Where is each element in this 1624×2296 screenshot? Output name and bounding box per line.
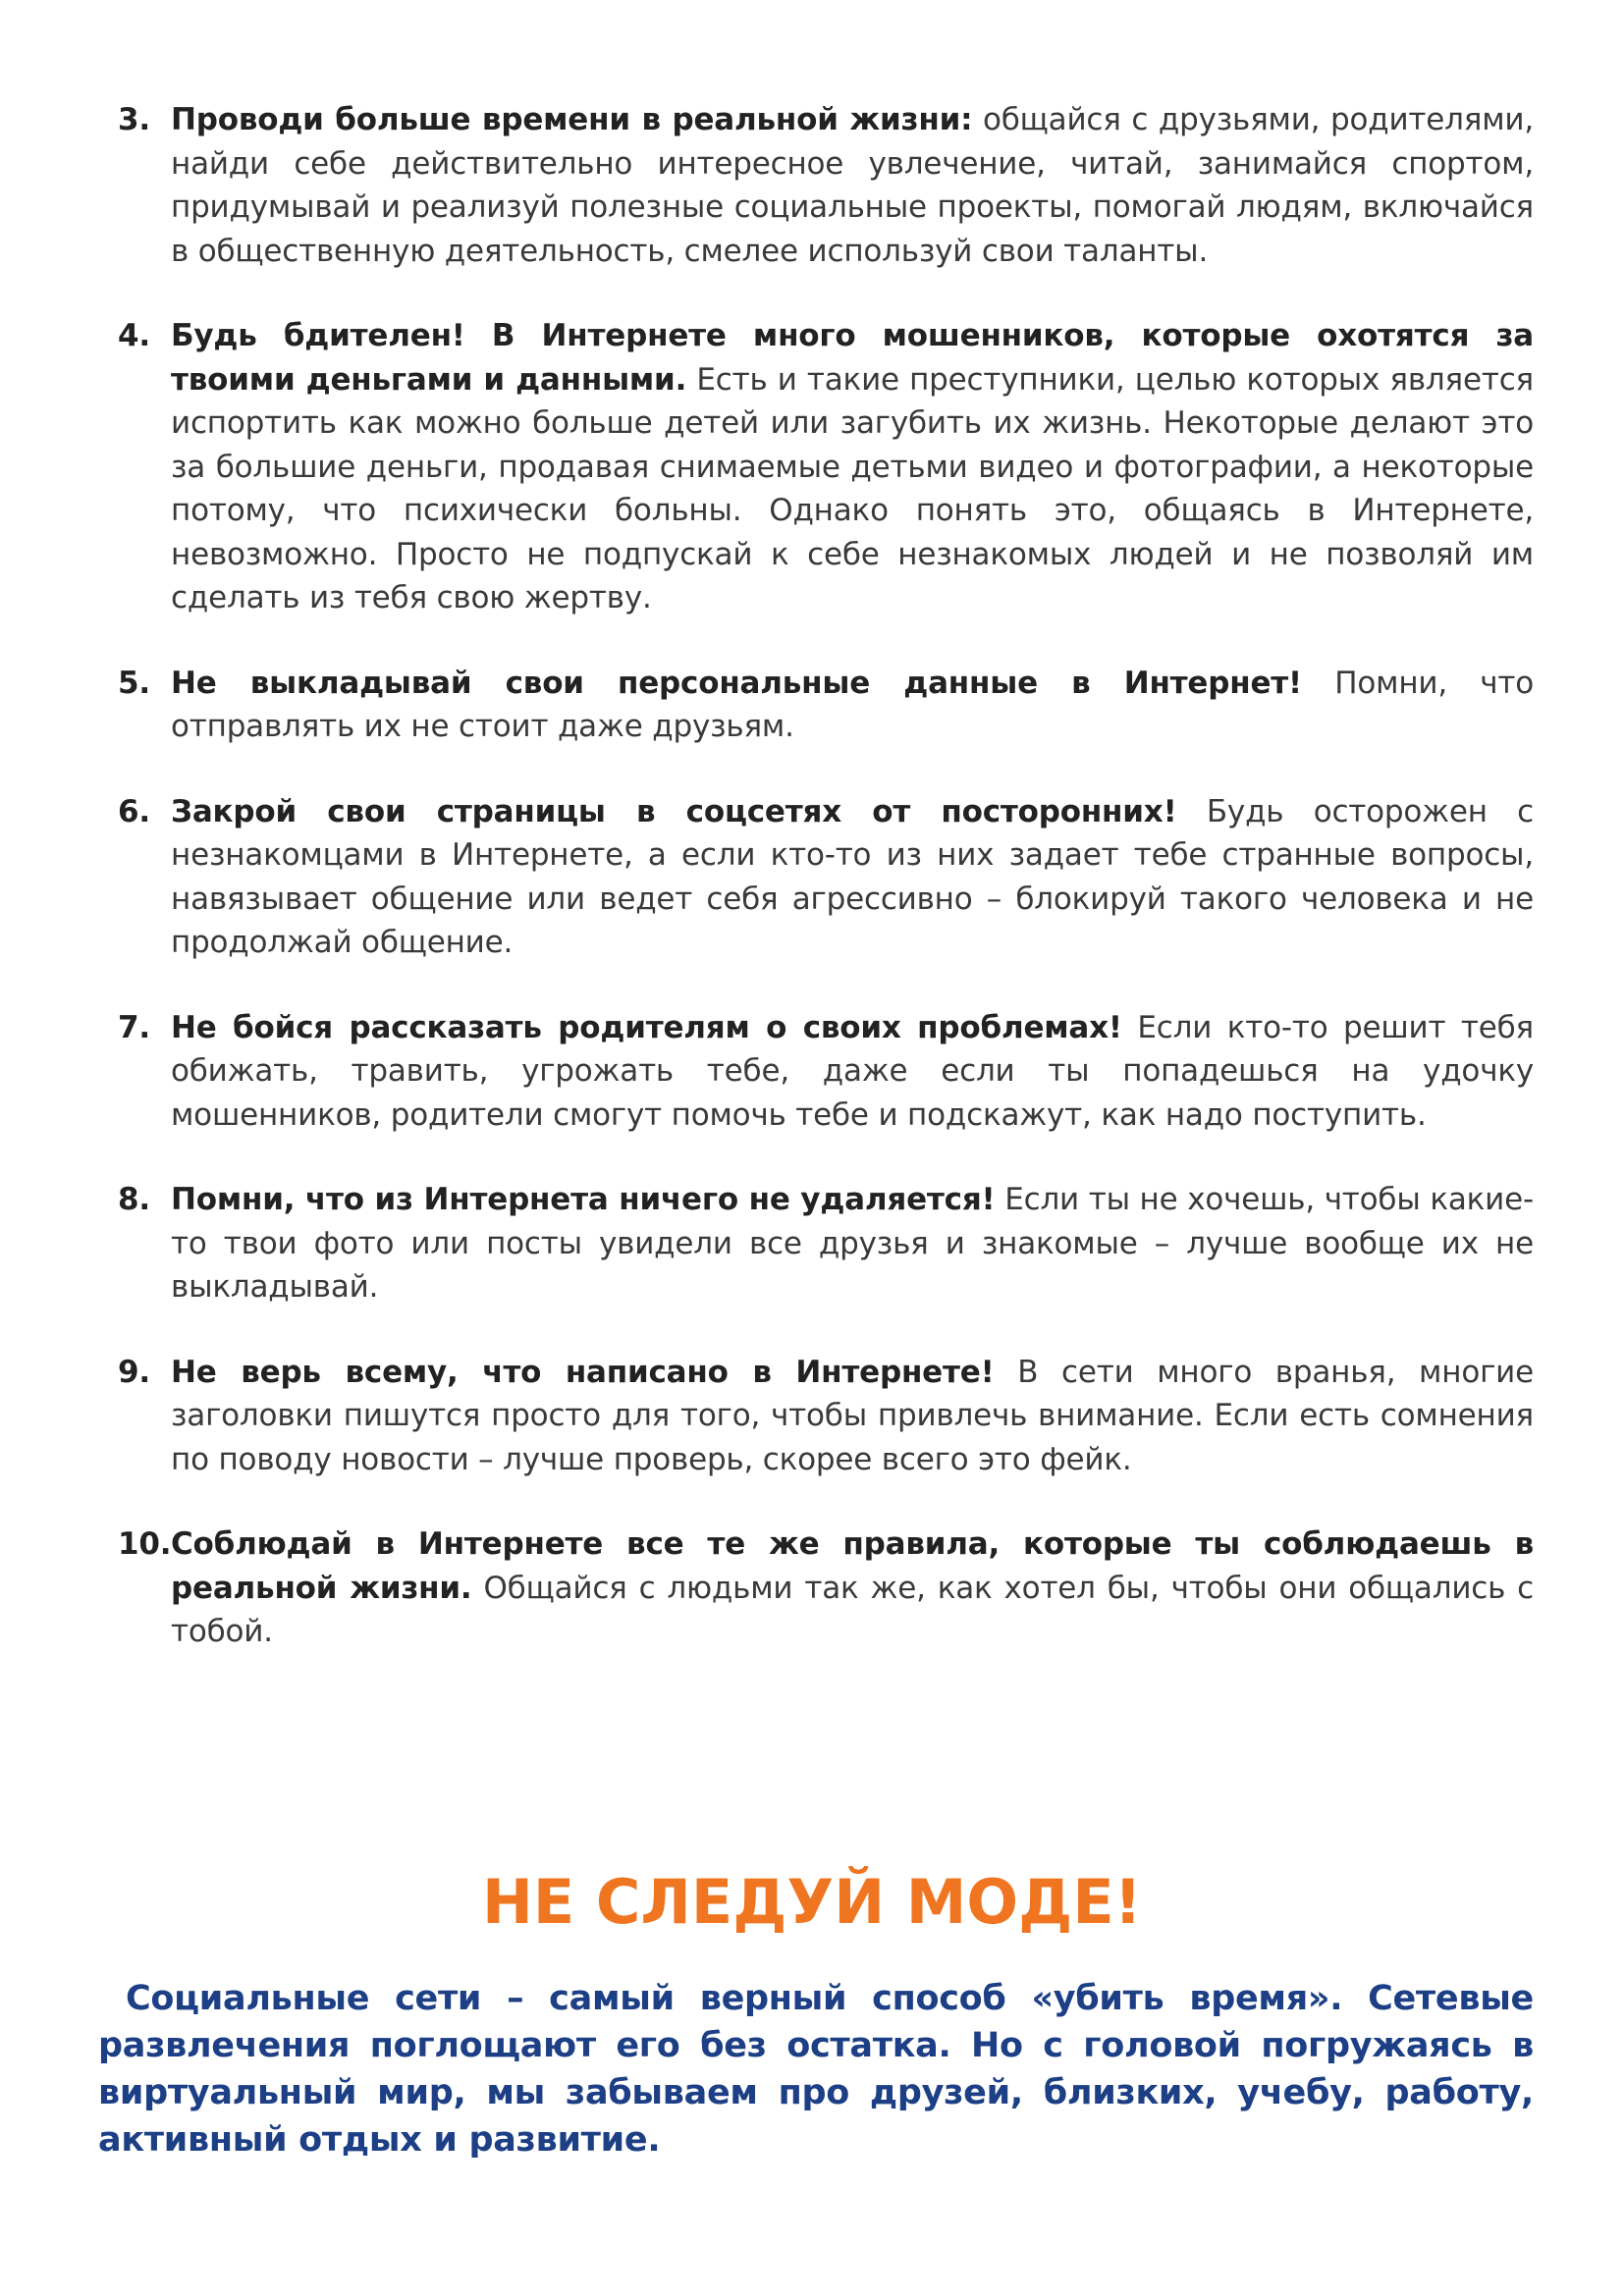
rule-number: 4. xyxy=(118,318,150,353)
rule-text: общайся с друзьями, родителями, найди себе действительно интересное увлечение, читай, занимайся спортом, придумывай и реализуй полезные социальные проекты, помогай людям, включайся в общественную деятельность, смелее используй свои таланты. xyxy=(171,102,1534,269)
rule-item xyxy=(118,1351,1534,1482)
rule-number: 7. xyxy=(118,1009,150,1045)
rule-number: 8. xyxy=(118,1182,150,1217)
rule-item xyxy=(118,314,1534,620)
rule-item xyxy=(118,1006,1534,1138)
rule-heading: Не верь всему, что написано в Интернете! xyxy=(171,1354,995,1390)
rule-number: 9. xyxy=(118,1354,150,1390)
rule-heading: Проводи больше времени в реальной жизни: xyxy=(171,102,973,137)
rule-text: Будь осторожен с незнакомцами в Интернете, а если кто-то из них задает тебе странные вопросы, навязывает общение или ведет себя агрессивно – блокируй такого человека и не продолжай общение. xyxy=(171,793,1535,960)
rule-item xyxy=(118,790,1534,965)
rule-item xyxy=(118,98,1534,273)
rule-heading: Закрой свои страницы в соцсетях от посторонних! xyxy=(171,793,1177,829)
rule-text: Помни, что отправлять их не стоит даже друзьям. xyxy=(171,665,1534,744)
rule-text: Если кто-то решит тебя обижать, травить, угрожать тебе, даже если ты попадешься на удочку мошенников, родители смогут помочь тебе и подскажут, как надо поступить. xyxy=(171,1009,1534,1133)
rule-text: Общайся с людьми так же, как хотел бы, чтобы они общались с тобой. xyxy=(171,1570,1535,1649)
rule-item xyxy=(118,662,1534,749)
rule-text: Есть и такие преступники, целью которых является испортить как можно больше детей или загубить их жизнь. Некоторые делают это за большие деньги, продавая снимаемые детьми видео и фотографии, а некоторые потому, что психически больны. Однако понять это, общаясь в Интернете, невозможно. Просто не подпускай к себе незнакомых людей и не позволяй им сделать из тебя свою жертву. xyxy=(171,361,1534,615)
rule-heading: Не бойся рассказать родителям о своих проблемах! xyxy=(171,1009,1122,1045)
rule-text: В сети много вранья, многие заголовки пишутся просто для того, чтобы привлечь внимание. Если есть сомнения по поводу новости – лучше проверь, скорее всего это фейк. xyxy=(171,1354,1534,1477)
rule-text: Если ты не хочешь, чтобы какие-то твои фото или посты увидели все друзья и знакомые – лучше вообще их не выкладывай. xyxy=(171,1182,1534,1305)
headline: НЕ СЛЕДУЙ МОДЕ! xyxy=(482,1866,1142,1938)
rule-number: 10. xyxy=(118,1526,172,1562)
rules-list xyxy=(118,98,1534,1695)
rule-item xyxy=(118,1522,1534,1654)
rule-number: 6. xyxy=(118,793,150,829)
rule-heading: Соблюдай в Интернете все те же правила, которые ты соблюдаешь в реальной жизни. xyxy=(171,1526,1534,1606)
rule-number: 5. xyxy=(118,665,150,701)
rule-heading: Помни, что из Интернета ничего не удаляется! xyxy=(171,1182,996,1217)
rule-heading: Не выкладывай свои персональные данные в Интернет! xyxy=(171,665,1302,701)
closing-paragraph: Социальные сети – самый верный способ «убить время». Сетевые развлечения поглощают его без остатка. Но с головой погружаясь в виртуальный мир, мы забываем про друзей, близких, учебу, работу, активный отдых и развитие. xyxy=(98,1979,1534,2160)
rule-number: 3. xyxy=(118,102,150,137)
rule-item xyxy=(118,1178,1534,1309)
rule-heading: Будь бдителен! В Интернете много мошенников, которые охотятся за твоими деньгами и данными. xyxy=(171,318,1534,398)
